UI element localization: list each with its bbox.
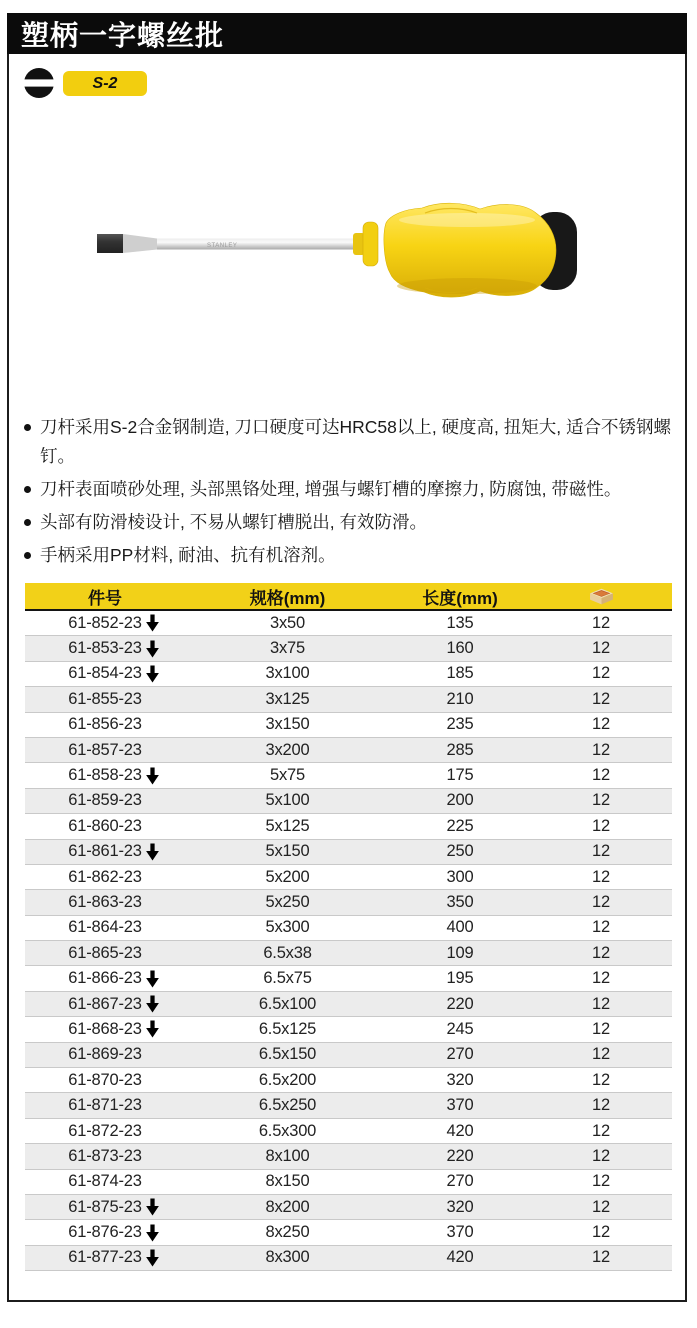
part-number: 61-862-23: [68, 867, 142, 886]
blade-taper: [123, 234, 157, 253]
qty-cell: 12: [592, 969, 610, 988]
tip-type-row: [23, 67, 147, 99]
length-cell: 175: [446, 766, 474, 785]
qty-cell: 12: [592, 867, 610, 886]
part-cell: [25, 614, 185, 633]
part-number: 61-874-23: [68, 1172, 142, 1191]
spec-cell: 3x50: [270, 613, 305, 632]
part-number: 61-861-23: [68, 842, 142, 861]
page-title: 塑柄一字螺丝批: [21, 19, 225, 51]
feature-item: [22, 475, 672, 504]
table-row: [25, 636, 672, 661]
length-cell: 200: [446, 791, 474, 810]
length-cell: 270: [446, 1045, 474, 1064]
spec-cell: 5x200: [265, 867, 310, 886]
qty-cell: 12: [592, 715, 610, 734]
table-row: [25, 1144, 672, 1169]
table-row: [25, 1170, 672, 1195]
part-number: 61-857-23: [68, 740, 142, 759]
qty-cell: 12: [592, 994, 610, 1013]
blade-tip: [97, 234, 123, 253]
part-cell: [25, 1223, 185, 1242]
qty-cell: 12: [592, 1019, 610, 1038]
qty-cell: 12: [592, 791, 610, 810]
length-cell: 160: [446, 639, 474, 658]
part-cell: [25, 741, 185, 760]
table-row: [25, 814, 672, 839]
table-row: [25, 738, 672, 763]
spec-cell: 8x300: [265, 1248, 310, 1267]
part-cell: [25, 995, 185, 1014]
part-cell: [25, 1198, 185, 1217]
qty-cell: 12: [592, 1223, 610, 1242]
length-cell: 420: [446, 1248, 474, 1267]
steel-grade-badge: S-2: [63, 71, 147, 96]
col-header-qty: [530, 587, 672, 605]
qty-cell: 12: [592, 613, 610, 632]
carton-icon: [589, 587, 614, 605]
bullet-dot: [24, 424, 31, 431]
part-cell: [25, 918, 185, 937]
table-row: [25, 992, 672, 1017]
length-cell: 135: [446, 613, 474, 632]
qty-cell: 12: [592, 842, 610, 861]
part-number: 61-866-23: [68, 969, 142, 988]
part-number: 61-853-23: [68, 639, 142, 658]
length-cell: 400: [446, 918, 474, 937]
col-header-spec: 规格(mm): [249, 588, 326, 608]
spec-cell: 6.5x38: [263, 943, 312, 962]
bullet-dot: [24, 486, 31, 493]
part-number: 61-868-23: [68, 1019, 142, 1038]
part-number: 61-855-23: [68, 689, 142, 708]
table-row: [25, 865, 672, 890]
length-cell: 109: [446, 943, 474, 962]
part-number: 61-871-23: [68, 1096, 142, 1115]
down-arrow-icon: [146, 1021, 159, 1038]
length-cell: 185: [446, 664, 474, 683]
table-row: [25, 1119, 672, 1144]
table-row: [25, 890, 672, 915]
product-image: [89, 193, 589, 308]
spec-cell: 3x150: [265, 715, 310, 734]
page-frame: [7, 13, 687, 1302]
qty-cell: 12: [592, 1248, 610, 1267]
part-cell: [25, 766, 185, 785]
part-number: 61-876-23: [68, 1223, 142, 1242]
spec-cell: 6.5x200: [258, 1070, 317, 1089]
length-cell: 220: [446, 1146, 474, 1165]
down-arrow-icon: [146, 970, 159, 987]
spec-cell: 8x200: [265, 1197, 310, 1216]
spec-cell: 8x100: [265, 1146, 310, 1165]
feature-item: [22, 413, 672, 471]
shaft-brand-text: STANLEY: [207, 243, 238, 249]
part-cell: [25, 868, 185, 887]
length-cell: 195: [446, 969, 474, 988]
qty-cell: 12: [592, 816, 610, 835]
table-row: [25, 611, 672, 636]
spec-cell: 5x125: [265, 816, 310, 835]
part-cell: [25, 1122, 185, 1141]
length-cell: 285: [446, 740, 474, 759]
spec-cell: 6.5x300: [258, 1121, 317, 1140]
table-row: [25, 1220, 672, 1245]
part-number: 61-860-23: [68, 816, 142, 835]
part-number: 61-875-23: [68, 1197, 142, 1216]
part-number: 61-852-23: [68, 613, 142, 632]
qty-cell: 12: [592, 766, 610, 785]
qty-cell: 12: [592, 943, 610, 962]
table-row: [25, 966, 672, 991]
part-number: 61-873-23: [68, 1146, 142, 1165]
down-arrow-icon: [146, 1224, 159, 1241]
slotted-tip-icon: [23, 67, 55, 99]
length-cell: 320: [446, 1070, 474, 1089]
spec-cell: 3x200: [265, 740, 310, 759]
spec-cell: 8x150: [265, 1172, 310, 1191]
length-cell: 350: [446, 892, 474, 911]
down-arrow-icon: [146, 843, 159, 860]
length-cell: 225: [446, 816, 474, 835]
table-row: [25, 687, 672, 712]
handle-shadow: [397, 278, 537, 294]
down-arrow-icon: [146, 1249, 159, 1266]
table-row: [25, 763, 672, 788]
qty-cell: 12: [592, 892, 610, 911]
spec-cell: 5x100: [265, 791, 310, 810]
part-cell: [25, 969, 185, 988]
page-title-bar: [7, 13, 687, 54]
table-header: [25, 583, 672, 611]
down-arrow-icon: [146, 996, 159, 1013]
spec-cell: 5x300: [265, 918, 310, 937]
table-body: [25, 611, 672, 1271]
spec-cell: 6.5x250: [258, 1096, 317, 1115]
part-cell: [25, 893, 185, 912]
spec-cell: 5x75: [270, 766, 305, 785]
part-number: 61-877-23: [68, 1248, 142, 1267]
handle-highlight: [399, 213, 535, 227]
part-cell: [25, 715, 185, 734]
down-arrow-icon: [146, 640, 159, 657]
part-cell: [25, 1020, 185, 1039]
part-number: 61-865-23: [68, 943, 142, 962]
part-cell: [25, 1071, 185, 1090]
feature-item: [22, 508, 672, 537]
length-cell: 235: [446, 715, 474, 734]
length-cell: 420: [446, 1121, 474, 1140]
qty-cell: 12: [592, 1146, 610, 1165]
spec-cell: 5x250: [265, 892, 310, 911]
feature-text: 头部有防滑棱设计, 不易从螺钉槽脱出, 有效防滑。: [40, 512, 427, 532]
spec-cell: 3x125: [265, 689, 310, 708]
part-cell: [25, 817, 185, 836]
part-cell: [25, 1096, 185, 1115]
part-number: 61-859-23: [68, 791, 142, 810]
qty-cell: 12: [592, 639, 610, 658]
qty-cell: 12: [592, 740, 610, 759]
bullet-dot: [24, 519, 31, 526]
qty-cell: 12: [592, 918, 610, 937]
length-cell: 245: [446, 1019, 474, 1038]
qty-cell: 12: [592, 1045, 610, 1064]
feature-text: 刀杆表面喷砂处理, 头部黑铬处理, 增强与螺钉槽的摩擦力, 防腐蚀, 带磁性。: [40, 479, 622, 499]
length-cell: 320: [446, 1197, 474, 1216]
feature-text: 手柄采用PP材料, 耐油、抗有机溶剂。: [40, 545, 336, 565]
down-arrow-icon: [146, 615, 159, 632]
part-cell: [25, 639, 185, 658]
part-number: 61-872-23: [68, 1121, 142, 1140]
spec-cell: 6.5x125: [258, 1019, 317, 1038]
col-header-length: 长度(mm): [422, 588, 498, 608]
spec-cell: 5x150: [265, 842, 310, 861]
handle-collar: [363, 222, 378, 266]
spec-cell: 3x75: [270, 639, 305, 658]
bullet-dot: [24, 552, 31, 559]
part-number: 61-864-23: [68, 918, 142, 937]
col-header-part: 件号: [88, 588, 122, 608]
table-row: [25, 1068, 672, 1093]
part-number: 61-869-23: [68, 1045, 142, 1064]
qty-cell: 12: [592, 689, 610, 708]
spec-cell: 8x250: [265, 1223, 310, 1242]
part-number: 61-867-23: [68, 994, 142, 1013]
qty-cell: 12: [592, 1096, 610, 1115]
part-cell: [25, 664, 185, 683]
part-number: 61-858-23: [68, 766, 142, 785]
down-arrow-icon: [146, 1199, 159, 1216]
down-arrow-icon: [146, 665, 159, 682]
table-row: [25, 713, 672, 738]
qty-cell: 12: [592, 1070, 610, 1089]
table-row: [25, 662, 672, 687]
part-cell: [25, 1045, 185, 1064]
length-cell: 300: [446, 867, 474, 886]
length-cell: 250: [446, 842, 474, 861]
part-number: 61-854-23: [68, 664, 142, 683]
feature-list: [22, 413, 672, 574]
qty-cell: 12: [592, 1121, 610, 1140]
part-cell: [25, 1248, 185, 1267]
down-arrow-icon: [146, 767, 159, 784]
length-cell: 370: [446, 1223, 474, 1242]
table-row: [25, 1195, 672, 1220]
qty-cell: 12: [592, 1197, 610, 1216]
table-row: [25, 840, 672, 865]
table-row: [25, 1246, 672, 1271]
length-cell: 210: [446, 689, 474, 708]
shaft: [157, 239, 359, 250]
spec-cell: 6.5x75: [263, 969, 312, 988]
part-cell: [25, 791, 185, 810]
part-cell: [25, 944, 185, 963]
table-row: [25, 1093, 672, 1118]
spec-cell: 6.5x150: [258, 1045, 317, 1064]
part-number: 61-856-23: [68, 715, 142, 734]
part-number: 61-863-23: [68, 892, 142, 911]
length-cell: 370: [446, 1096, 474, 1115]
table-row: [25, 916, 672, 941]
table-row: [25, 941, 672, 966]
spec-cell: 6.5x100: [258, 994, 317, 1013]
qty-cell: 12: [592, 1172, 610, 1191]
part-cell: [25, 690, 185, 709]
feature-text: 刀杆采用S-2合金钢制造, 刀口硬度可达HRC58以上, 硬度高, 扭矩大, 适合不锈钢螺钉。: [40, 417, 672, 466]
feature-item: [22, 541, 672, 570]
part-cell: [25, 842, 185, 861]
part-cell: [25, 1172, 185, 1191]
table-row: [25, 1043, 672, 1068]
length-cell: 220: [446, 994, 474, 1013]
spec-table: [25, 583, 672, 1271]
part-number: 61-870-23: [68, 1070, 142, 1089]
qty-cell: 12: [592, 664, 610, 683]
spec-cell: 3x100: [265, 664, 310, 683]
length-cell: 270: [446, 1172, 474, 1191]
table-row: [25, 789, 672, 814]
table-row: [25, 1017, 672, 1042]
part-cell: [25, 1147, 185, 1166]
